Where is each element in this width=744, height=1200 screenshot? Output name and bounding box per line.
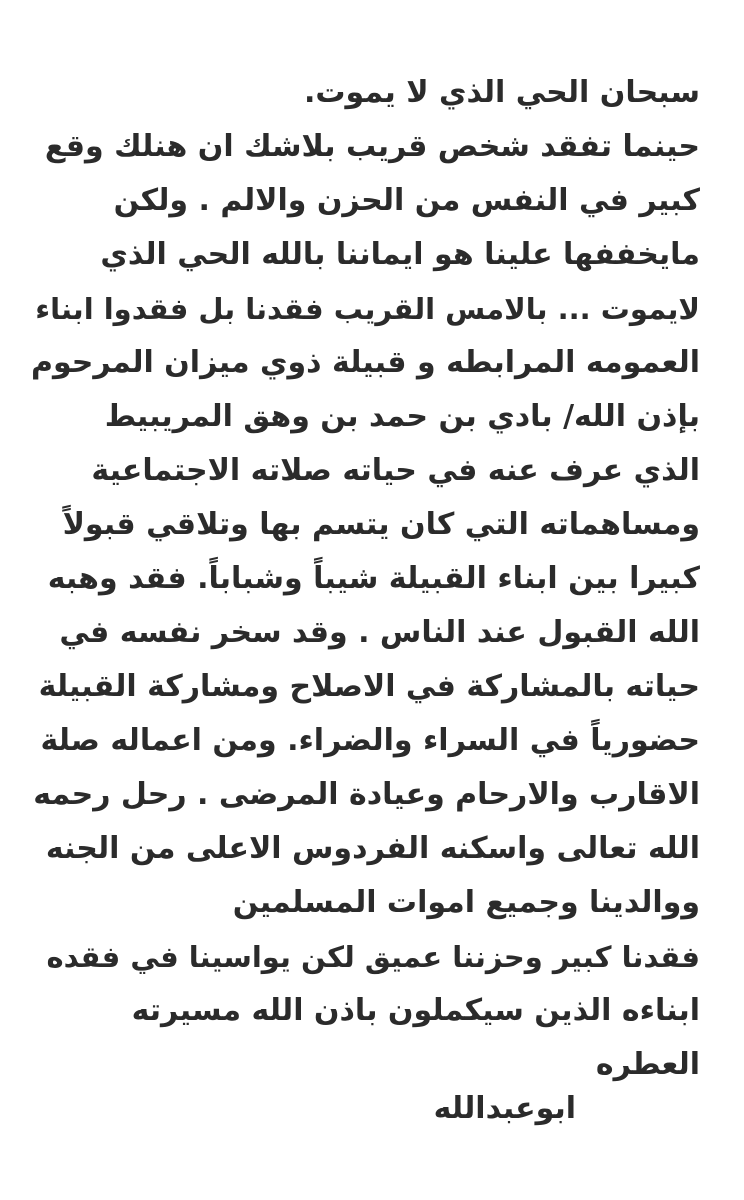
text-line: العمومه المرابطه و قبيلة ذوي ميزان المرحوم <box>31 345 700 380</box>
text-line: الله القبول عند الناس . وقد سخر نفسه في <box>59 615 700 650</box>
text-line: حضورياً في السراء والضراء. ومن اعماله صلة <box>40 723 700 758</box>
text-line: كبيرا بين ابناء القبيلة شيباً وشباباً. فقد وهبه <box>47 561 700 596</box>
text-line: بإذن الله/ بادي بن حمد بن وهق المريبيط <box>104 399 700 434</box>
text-line: ووالدينا وجميع اموات المسلمين <box>232 885 700 920</box>
text-line: حياته بالمشاركة في الاصلاح ومشاركة القبيلة <box>38 669 700 704</box>
text-line: سبحان الحي الذي لا يموت. <box>304 75 700 110</box>
text-line: ومساهماته التي كان يتسم بها وتلاقي قبولاً <box>62 507 700 542</box>
text-line: كبير في النفس من الحزن والالم . ولكن <box>113 183 700 218</box>
text-line: الذي عرف عنه في حياته صلاته الاجتماعية <box>91 453 700 488</box>
text-line: لايموت ... بالامس القريب فقدنا بل فقدوا ابناء <box>35 292 700 326</box>
condolence-text <box>30 66 700 1092</box>
signature: ابوعبدالله <box>433 1091 576 1126</box>
text-line: العطره <box>595 1047 700 1082</box>
text-line: حينما تفقد شخص قريب بلاشك ان هنلك وقع <box>44 129 700 164</box>
text-line: ابناءه الذين سيكملون باذن الله مسيرته <box>131 993 700 1028</box>
text-line: مايخففها علينا هو ايماننا بالله الحي الذي <box>100 237 700 272</box>
text-line: فقدنا كبير وحزننا عميق لكن يواسينا في فقده <box>46 940 700 974</box>
text-line: الاقارب والارحام وعيادة المرضى . رحل رحمه <box>33 777 700 812</box>
text-line: الله تعالى واسكنه الفردوس الاعلى من الجنه <box>45 831 700 866</box>
